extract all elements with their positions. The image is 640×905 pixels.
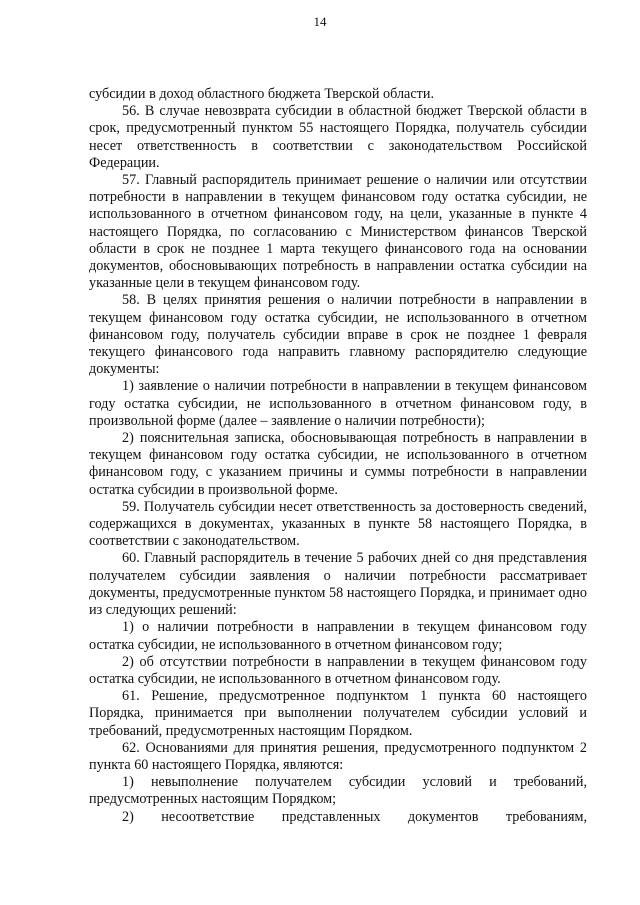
paragraph-60: 60. Главный распорядитель в течение 5 рабочих дней со дня представления получателем субсидии заявления о наличии потребности рассматривает документы, предусмотренные пунктом 58 настоящего Порядка, и принимает одно из следующих решений: — [89, 550, 587, 619]
paragraph-57: 57. Главный распорядитель принимает решение о наличии или отсутствии потребности в направлении в текущем финансовом году остатка субсидии, не использованного в отчетном финансовом году, на цели, указанные в пункте 4 настоящего Порядка, по согласованию с Министерством финансов Тверской области в срок не позднее 1 марта текущего финансового года на основании документов, обосновывающих потребность в направлении остатка субсидии на указанные цели в текущем финансовом году. — [89, 172, 587, 292]
paragraph-60-item-2: 2) об отсутствии потребности в направлении в текущем финансовом году остатка субсидии, не использованного в отчетном финансовом году. — [89, 653, 587, 687]
paragraph-58-item-1: 1) заявление о наличии потребности в направлении в текущем финансовом году остатка субсидии, не использованного в отчетном финансовом году, в произвольной форме (далее – заявление о наличии потребности); — [89, 378, 587, 429]
paragraph-60-item-1: 1) о наличии потребности в направлении в текущем финансовом году остатка субсидии, не использованного в отчетном финансовом году; — [89, 619, 587, 653]
paragraph-62: 62. Основаниями для принятия решения, предусмотренного подпунктом 2 пункта 60 настоящего Порядка, являются: — [89, 739, 587, 773]
paragraph-continuation: субсидии в доход областного бюджета Тверской области. — [89, 86, 434, 102]
document-body — [89, 86, 587, 826]
paragraph-62-item-1: 1) невыполнение получателем субсидии условий и требований, предусмотренных настоящим Порядком; — [89, 774, 587, 808]
paragraph-59: 59. Получатель субсидии несет ответственность за достоверность сведений, содержащихся в документах, указанных в пункте 58 настоящего Порядка, в соответствии с законодательством. — [89, 498, 587, 550]
paragraph-56: 56. В случае невозврата субсидии в областной бюджет Тверской области в срок, предусмотренный пунктом 55 настоящего Порядка, получатель субсидии несет ответственность в соответствии с законодательством Российской Федерации. — [89, 103, 587, 171]
paragraph-58: 58. В целях принятия решения о наличии потребности в направлении в текущем финансовом году остатка субсидии, не использованного в отчетном финансовом году, получатель субсидии вправе в срок не позднее 1 февраля текущего финансового года направить главному распорядителю следующие документы: — [89, 292, 587, 378]
paragraph-62-item-2: 2) несоответствие представленных документов требованиям, — [122, 808, 587, 825]
paragraph-58-item-2: 2) пояснительная записка, обосновывающая потребность в направлении в текущем финансовом году остатка субсидии, не использованного в отчетном финансовом году, с указанием причины и суммы потребности в направлении остатка субсидии в произвольной форме. — [89, 430, 587, 498]
page-number: 14 — [313, 14, 327, 29]
paragraph-61: 61. Решение, предусмотренное подпунктом 1 пункта 60 настоящего Порядка, принимается при выполнении получателем субсидии условий и требований, предусмотренных настоящим Порядком. — [89, 688, 587, 739]
